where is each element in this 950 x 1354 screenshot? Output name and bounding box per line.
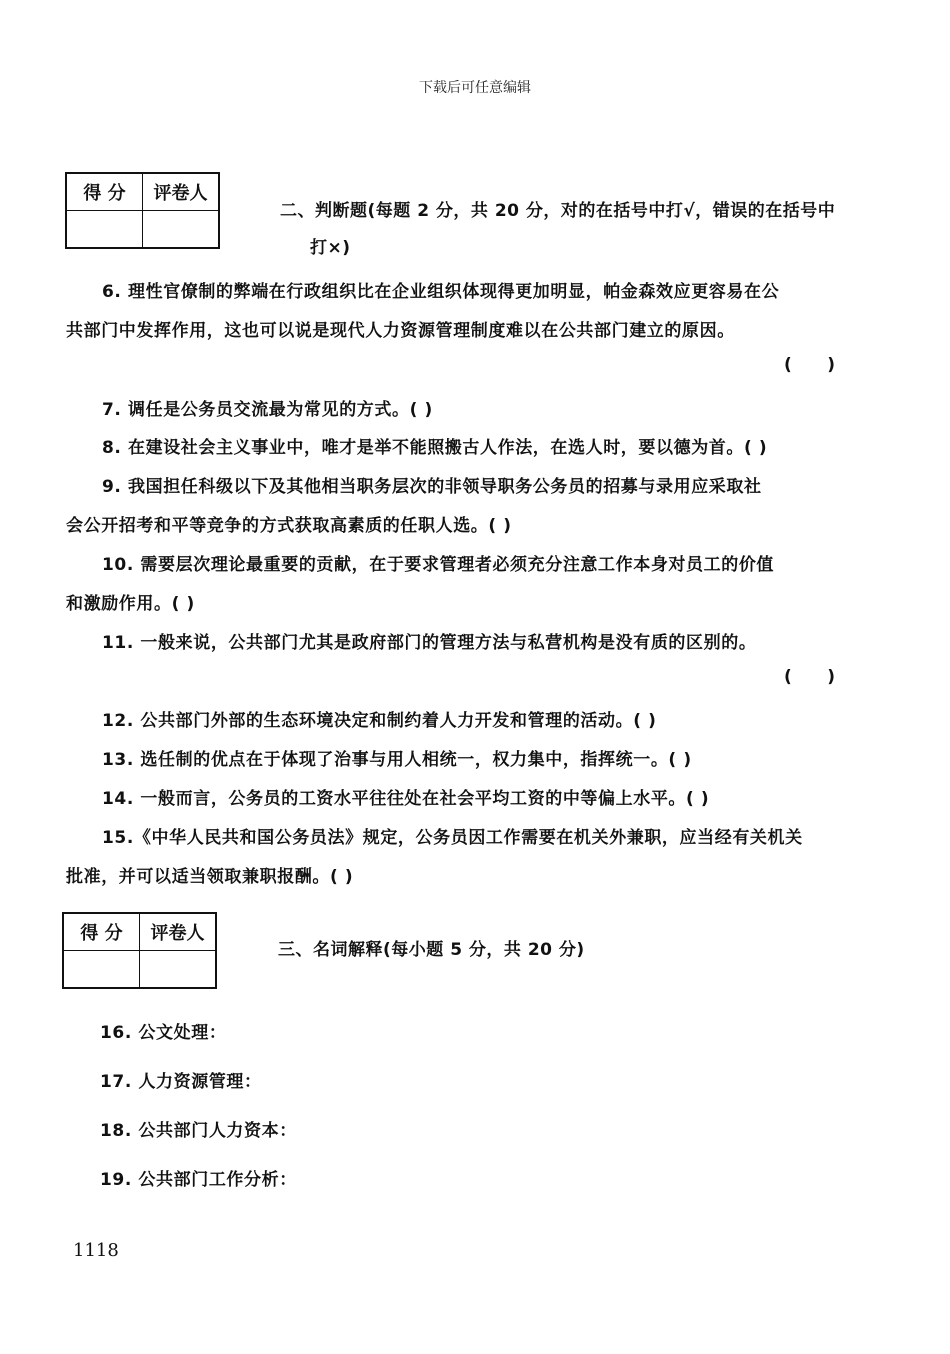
score-label: 得 分 <box>66 173 143 211</box>
question-9-line-1: 9. 我国担任科级以下及其他相当职务层次的非领导职务公务员的招募与录用应采取社 <box>102 477 762 497</box>
question-7: 7. 调任是公务员交流最为常见的方式。( ) <box>102 400 433 420</box>
definition-17: 17. 人力资源管理： <box>100 1072 262 1092</box>
question-13: 13. 选任制的优点在于体现了治事与用人相统一，权力集中，指挥统一。( ) <box>102 750 692 770</box>
section-2-title-line-2: 打×) <box>310 238 351 258</box>
grader-label: 评卷人 <box>140 913 217 951</box>
score-table-2 <box>62 912 217 989</box>
score-cell[interactable] <box>63 951 140 989</box>
question-11-line-1: 11. 一般来说，公共部门尤其是政府部门的管理方法与私营机构是没有质的区别的。 <box>102 633 757 653</box>
question-10-line-1: 10. 需要层次理论最重要的贡献，在于要求管理者必须充分注意工作本身对员工的价值 <box>102 555 775 575</box>
question-6-line-2: 共部门中发挥作用，这也可以说是现代人力资源管理制度难以在公共部门建立的原因。 <box>66 321 735 341</box>
score-label: 得 分 <box>63 913 140 951</box>
question-14: 14. 一般而言，公务员的工资水平往往处在社会平均工资的中等偏上水平。( ) <box>102 789 710 809</box>
section-2-title <box>280 193 845 267</box>
question-15-line-1: 15.《中华人民共和国公务员法》规定，公务员因工作需要在机关外兼职，应当经有关机关 <box>102 828 803 848</box>
page-header: 下载后可任意编辑 <box>419 80 531 96</box>
question-6-line-1: 6. 理性官僚制的弊端在行政组织比在企业组织体现得更加明显，帕金森效应更容易在公 <box>102 282 780 302</box>
definition-18: 18. 公共部门人力资本： <box>100 1121 297 1141</box>
question-6-answer-parens[interactable]: ( ) <box>784 355 836 375</box>
question-9-line-2: 会公开招考和平等竞争的方式获取高素质的任职人选。( ) <box>66 516 512 536</box>
question-8: 8. 在建设社会主义事业中，唯才是举不能照搬古人作法，在选人时，要以德为首。( ) <box>102 438 768 458</box>
grader-cell[interactable] <box>143 211 220 249</box>
question-15-line-2: 批准，并可以适当领取兼职报酬。( ) <box>66 867 354 887</box>
page-number: 1118 <box>73 1240 119 1261</box>
score-cell[interactable] <box>66 211 143 249</box>
definition-16: 16. 公文处理： <box>100 1023 227 1043</box>
section-3-title: 三、名词解释(每小题 5 分，共 20 分) <box>278 940 585 960</box>
question-10-line-2: 和激励作用。( ) <box>66 594 195 614</box>
section-2-title-line-1: 二、判断题(每题 2 分，共 20 分，对的在括号中打√，错误的在括号中 <box>280 201 836 221</box>
question-11-answer-parens[interactable]: ( ) <box>784 667 836 687</box>
question-12: 12. 公共部门外部的生态环境决定和制约着人力开发和管理的活动。( ) <box>102 711 657 731</box>
definition-19: 19. 公共部门工作分析： <box>100 1170 297 1190</box>
grader-label: 评卷人 <box>143 173 220 211</box>
score-table <box>65 172 220 249</box>
grader-cell[interactable] <box>140 951 217 989</box>
